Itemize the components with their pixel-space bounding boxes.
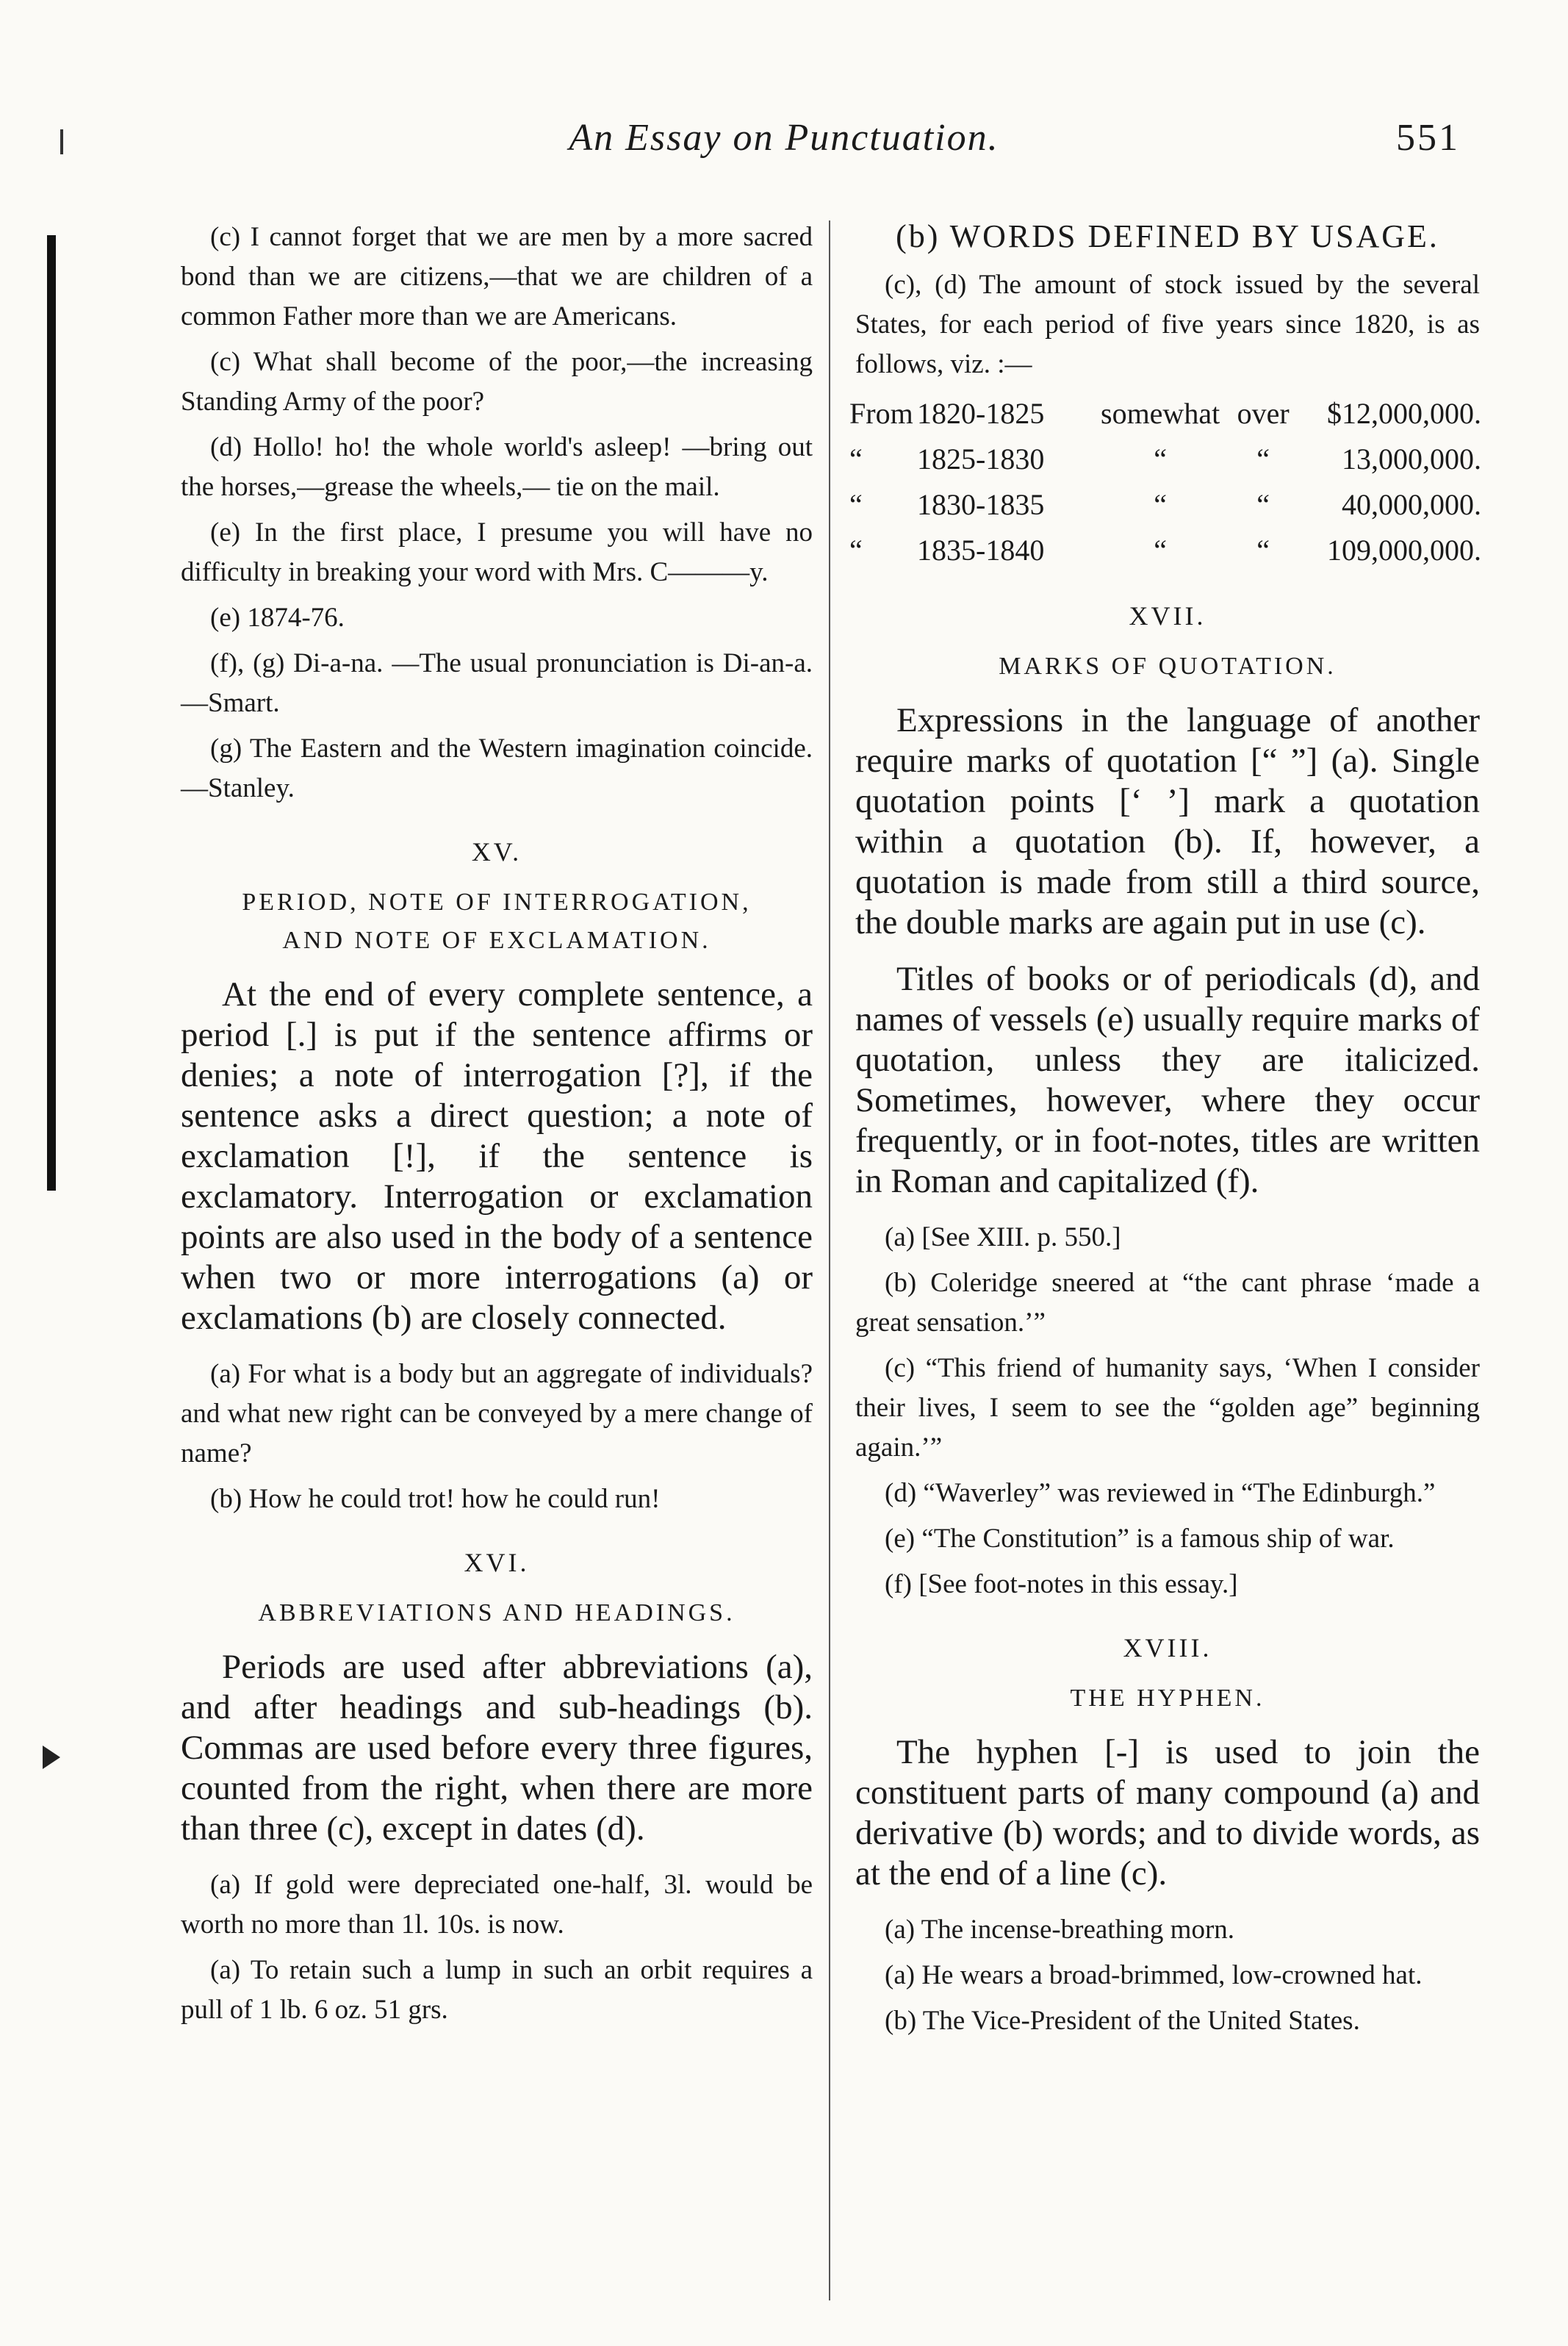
section-title xyxy=(181,883,813,960)
table-cell: “ xyxy=(1256,533,1270,567)
note: (g) The Eastern and the Western imagination coincide.—Stanley. xyxy=(181,733,813,803)
running-head: An Essay on Punctuation. xyxy=(569,117,999,159)
section-title: MARKS OF QUOTATION. xyxy=(999,653,1337,680)
notes-continued xyxy=(181,218,813,808)
table-cell: “ xyxy=(849,442,863,476)
table-cell: “ xyxy=(1154,442,1167,476)
table-cell: “ xyxy=(1256,487,1270,521)
section-body: Periods are used after abbreviations (a), and after headings and sub-headings (b). Commas are used before every three figures, counted from the right, when there are more than three (c), except in dates (d). xyxy=(181,1648,813,1848)
note: (a) The incense-breathing morn. xyxy=(885,1915,1235,1945)
note: (b) How he could trot! how he could run! xyxy=(210,1484,661,1514)
table-cell: “ xyxy=(1154,533,1167,567)
section-body: At the end of every complete sentence, a period [.] is put if the sentence affirms or denies; a note of interrogation [?], if the sentence asks a direct question; a note of exclamation [!], if the sentence is exclamatory. Interrogation or exclamation points are also used in the body of a sentence when two or more interrogations (a) or exclamations (b) are closely connected. xyxy=(181,975,813,1337)
table-cell: over xyxy=(1237,396,1290,430)
section-number: XVI. xyxy=(464,1548,530,1577)
table-cell: 1825-1830 xyxy=(917,442,1045,476)
left-column xyxy=(181,218,813,2036)
table-row xyxy=(849,436,1481,481)
table-cell: “ xyxy=(849,533,863,567)
page-number: 551 xyxy=(1396,117,1460,159)
section-number: XVIII. xyxy=(1123,1633,1212,1662)
table-cell: 13,000,000. xyxy=(1342,442,1481,476)
note: (c) “This friend of humanity says, ‘When I consider their lives, I seem to see the “golden age” beginning again.’” xyxy=(855,1353,1480,1463)
stock-table xyxy=(849,390,1481,573)
note: (e) In the first place, I presume you will have no difficulty in breaking your word with Mrs. C———y. xyxy=(181,517,813,587)
note: (e) “The Constitution” is a famous ship of war. xyxy=(885,1524,1395,1554)
table-cell: “ xyxy=(1256,442,1270,476)
note: (c) What shall become of the poor,—the increasing Standing Army of the poor? xyxy=(181,347,813,417)
table-cell: $12,000,000. xyxy=(1327,396,1481,430)
margin-mark xyxy=(60,129,63,154)
section-title-line: PERIOD, NOTE OF INTERROGATION, xyxy=(242,889,752,916)
note: (d) “Waverley” was reviewed in “The Edinburgh.” xyxy=(885,1478,1436,1508)
table-row xyxy=(849,527,1481,573)
table-cell: 40,000,000. xyxy=(1342,487,1481,521)
note: (a) [See XIII. p. 550.] xyxy=(885,1222,1121,1252)
column-divider xyxy=(829,220,830,2300)
margin-scan-shadow xyxy=(47,235,56,1191)
section-title: ABBREVIATIONS AND HEADINGS. xyxy=(258,1599,736,1626)
note: (e) 1874-76. xyxy=(210,603,345,633)
note: (a) To retain such a lump in such an orbit requires a pull of 1 lb. 6 oz. 51 grs. xyxy=(181,1955,813,2025)
note: (a) If gold were depreciated one-half, 3l. would be worth no more than 1l. 10s. is now. xyxy=(181,1870,813,1940)
section-title: THE HYPHEN. xyxy=(1070,1685,1265,1712)
section-body: Expressions in the language of another require marks of quotation [“ ”] (a). Single quotation points [‘ ’] mark a quotation within a quotation (b). If, however, a quotation is made from still a third source, the double marks are again put in use (c). xyxy=(855,701,1480,941)
section-title-line: AND NOTE OF EXCLAMATION. xyxy=(282,927,711,954)
table-cell: From xyxy=(849,396,913,430)
note: (a) He wears a broad-brimmed, low-crowned hat. xyxy=(885,1960,1423,1990)
note: (b) The Vice-President of the United States. xyxy=(885,2006,1360,2036)
section-body: Titles of books or of periodicals (d), and names of vessels (e) usually require marks of quotation, unless they are italicized. Sometimes, however, where they occur frequently, or in foot-notes, titles are written in Roman and capitalized (f). xyxy=(855,960,1480,1200)
section-body: The hyphen [-] is used to join the constituent parts of many compound (a) and derivative (b) words; and to divide words, as at the end of a line (c). xyxy=(855,1733,1480,1893)
note: (b) Coleridge sneered at “the cant phrase ‘made a great sensation.’” xyxy=(855,1268,1480,1338)
table-row xyxy=(849,481,1481,527)
section-number: XVII. xyxy=(1129,601,1206,631)
section-number: XV. xyxy=(471,837,522,867)
table-cell: 1835-1840 xyxy=(917,533,1045,567)
note: (f), (g) Di-a-na. —The usual pronunciation is Di-an-a.—Smart. xyxy=(181,648,813,718)
margin-arrow-icon xyxy=(43,1746,60,1769)
table-cell: 109,000,000. xyxy=(1327,533,1481,567)
table-cell: somewhat xyxy=(1101,396,1220,430)
subsection-heading: (b) WORDS DEFINED BY USAGE. xyxy=(896,218,1439,254)
table-row xyxy=(849,390,1481,436)
table-cell: 1830-1835 xyxy=(917,487,1045,521)
note: (f) [See foot-notes in this essay.] xyxy=(885,1569,1238,1599)
note: (d) Hollo! ho! the whole world's asleep! —bring out the horses,—grease the wheels,— tie on the mail. xyxy=(181,432,813,502)
note: (a) For what is a body but an aggregate of individuals? and what new right can be conveyed by a mere change of name? xyxy=(181,1359,813,1468)
note: (c) I cannot forget that we are men by a more sacred bond than we are citizens,—that we are children of a common Father more than we are Americans. xyxy=(181,222,813,331)
table-cell: “ xyxy=(849,487,863,521)
table-cell: “ xyxy=(1154,487,1167,521)
note: (c), (d) The amount of stock issued by the several States, for each period of five years since 1820, is as follows, viz. :— xyxy=(855,270,1480,379)
right-column xyxy=(849,218,1481,2047)
table-cell: 1820-1825 xyxy=(917,396,1045,430)
